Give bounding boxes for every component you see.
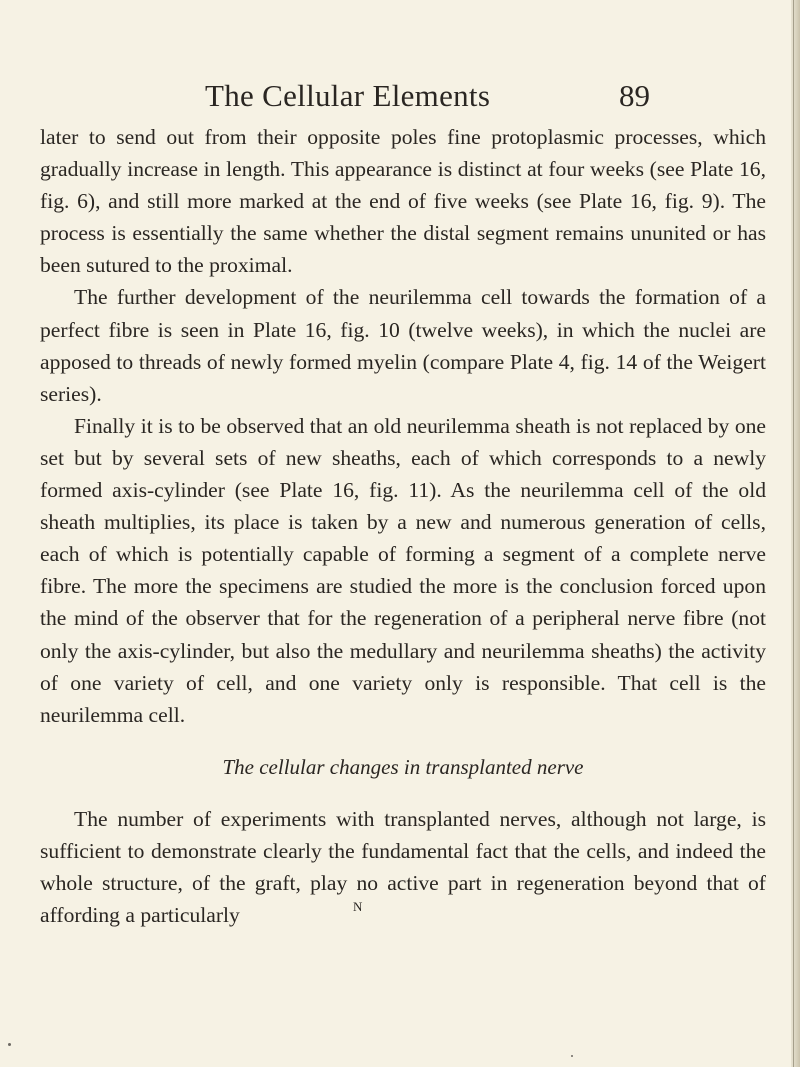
page-edge-line [793,0,794,1067]
paragraph-transplanted: The number of experiments with transplanted nerves, although not large, is sufficient to demonstrate clearly the fundamental fact that the cells, and indeed the whole structure, of the graft, play no active part in regeneration beyond that of affording a particularly [40,806,766,928]
paper-speck [571,1055,573,1057]
page-number: 89 [619,78,650,113]
paper-speck [8,1043,11,1046]
section-heading: The cellular changes in transplanted nerve [222,754,584,779]
signature-mark: N [353,899,364,914]
paragraph-finally: Finally it is to be observed that an old neurilemma sheath is not replaced by one set but by several sets of new sheaths, each of which corresponds to a newly formed axis-cylinder (see Plate 16, fig. 11). As the neurilemma cell of the old sheath multiplies, its place is taken by a new and numerous generation of cells, each of which is potentially capable of forming a segment of a complete nerve fibre. The more the specimens are studied the more is the conclusion forced upon the mind of the observer that for the regeneration of a peripheral nerve fibre (not only the axis-cylinder, but also the medullary and neurilemma sheaths) the activity of one variety of cell, and one variety only is responsible. That cell is the neurilemma cell. [40,413,766,727]
body-text [40,121,766,931]
running-header [205,78,665,122]
running-title: The Cellular Elements [205,78,491,113]
paragraph-continued: later to send out from their opposite poles fine protoplasmic processes, which gradually increase in length. This appearance is distinct at four weeks (see Plate 16, fig. 6), and still more marked at the end of five weeks (see Plate 16, fig. 9). The process is essentially the same whether the distal segment remains ununited or has been sutured to the proximal. [40,125,766,278]
paragraph-further-development: The further development of the neurilemma cell towards the formation of a perfect fibre is seen in Plate 16, fig. 10 (twelve weeks), in which the nuclei are apposed to threads of newly formed myelin (compare Plate 4, fig. 14 of the Weigert series). [40,285,766,406]
